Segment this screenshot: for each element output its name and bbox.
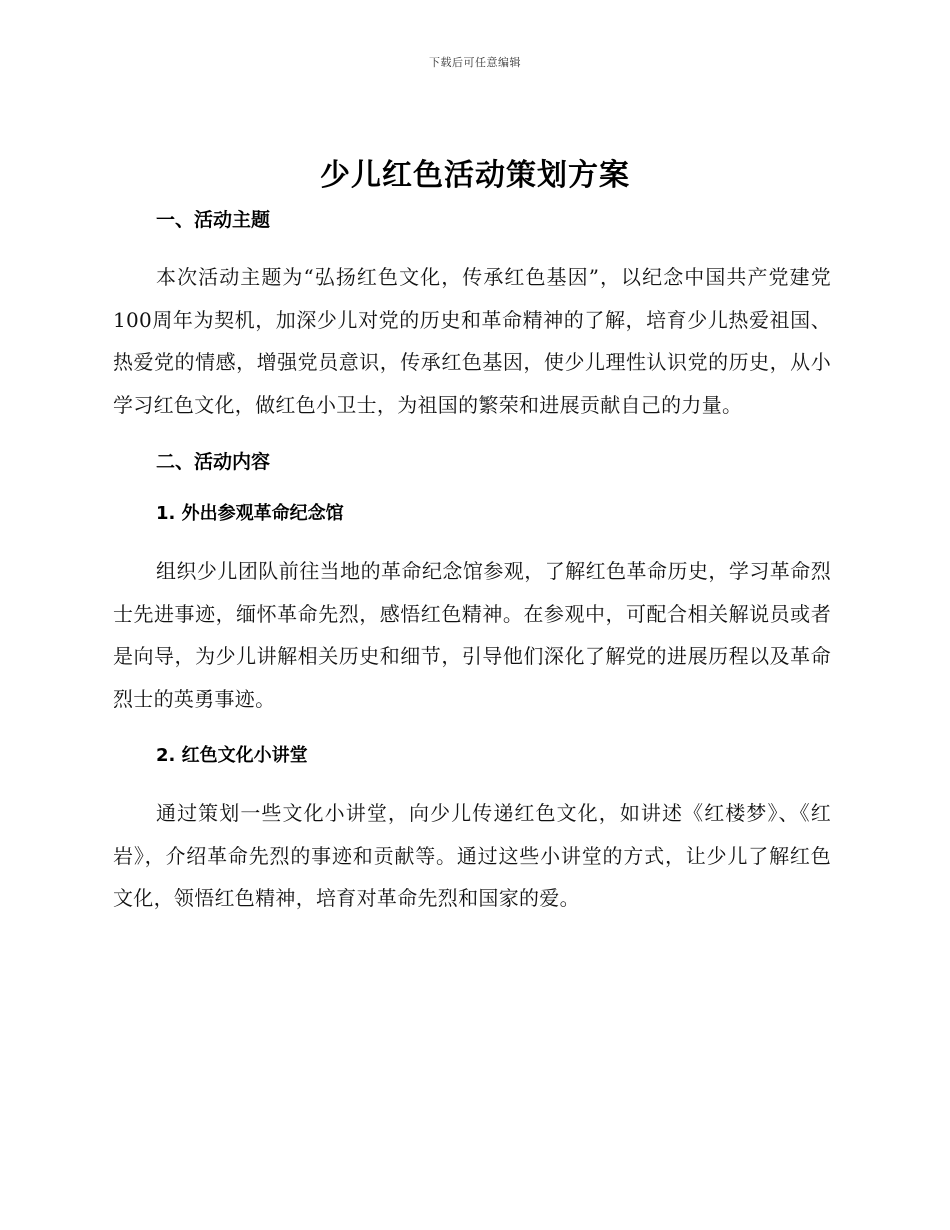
section-heading-theme: 一、活动主题 [156, 209, 271, 231]
paragraph-museum: 组织少儿团队前往当地的革命纪念馆参观，了解红色革命历史，学习革命烈士先进事迹，缅怀革命先烈，感悟红色精神。在参观中，可配合相关解说员或者是向导，为少儿讲解相关历史和细节，引导他们深化了解党的进展历程以及革命烈士的英勇事迹。 [113, 559, 831, 711]
section-heading-content: 二、活动内容 [156, 451, 271, 473]
paragraph-lecture: 通过策划一些文化小讲堂，向少儿传递红色文化，如讲述《红楼梦》、《红岩》，介绍革命先烈的事迹和贡献等。通过这些小讲堂的方式，让少儿了解红色文化，领悟红色精神，培育对革命先烈和国家的爱。 [113, 801, 831, 910]
header-note: 下载后可任意编辑 [429, 56, 521, 69]
paragraph-theme: 本次活动主题为“弘扬红色文化，传承红色基因”，以纪念中国共产党建党100周年为契机，加深少儿对党的历史和革命精神的了解，培育少儿热爱祖国、热爱党的情感，增强党员意识，传承红色基因，使少儿理性认识党的历史，从小学习红色文化，做红色小卫士，为祖国的繁荣和进展贡献自己的力量。 [113, 265, 831, 417]
subsection-heading-lecture: 2. 红色文化小讲堂 [156, 745, 308, 766]
subsection-heading-museum: 1. 外出参观革命纪念馆 [156, 503, 344, 524]
document-title: 少儿红色活动策划方案 [320, 158, 630, 193]
document-body [113, 204, 831, 920]
